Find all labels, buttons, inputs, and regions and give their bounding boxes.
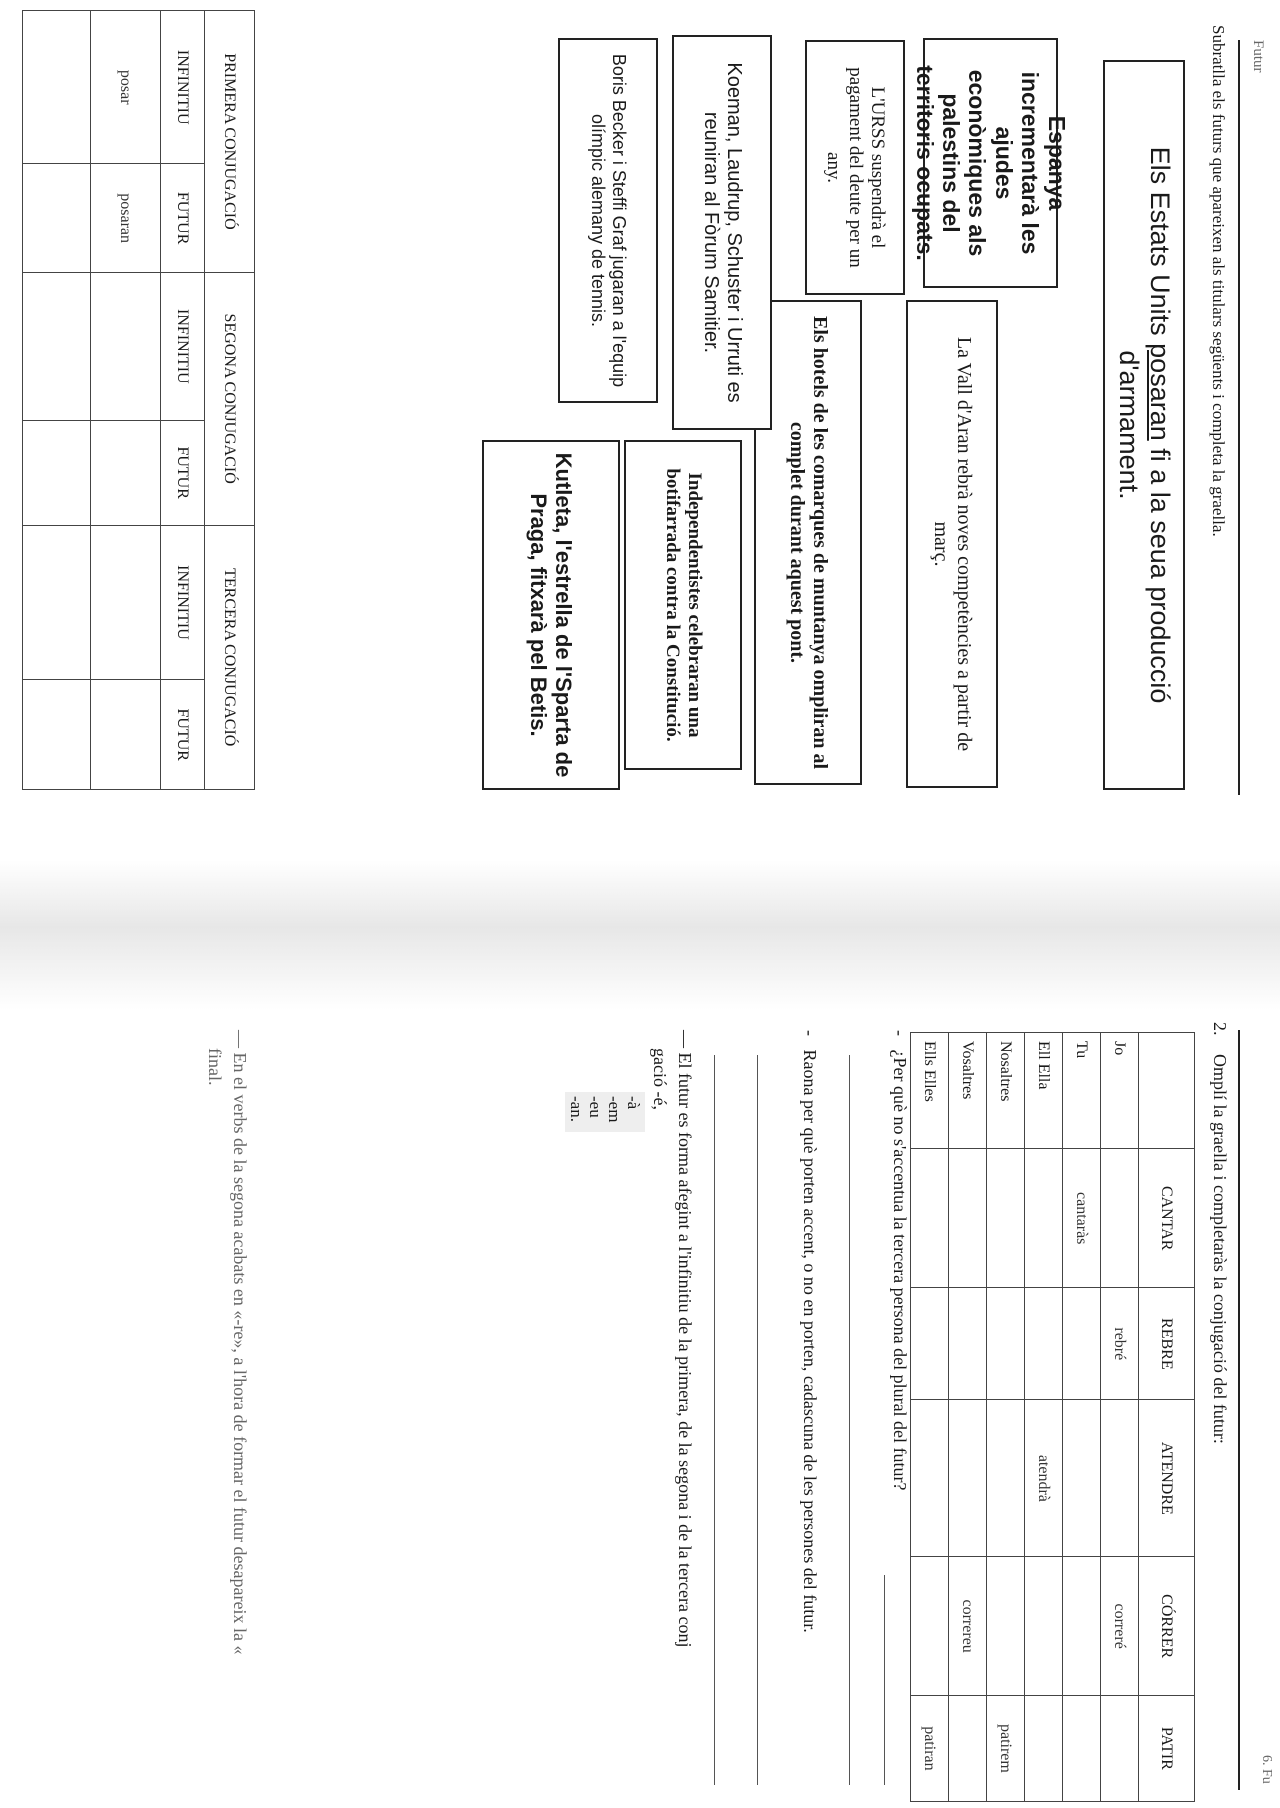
exercise-2-heading [1209, 1022, 1230, 1444]
table-cell [23, 420, 91, 525]
table-cell [987, 1288, 1025, 1400]
endings-list [565, 1092, 645, 1132]
table-cell: patirem [987, 1695, 1025, 1801]
rule-2-continued: final. [205, 1048, 225, 1086]
headline-9 [558, 38, 658, 403]
rule-1 [674, 1030, 695, 1648]
subheader-futur-3: FUTUR [161, 680, 205, 790]
conjugation-group-2: SEGONA CONJUGACIÓ [205, 272, 255, 525]
ending-item: -eu [586, 1096, 605, 1118]
answer-line [849, 1055, 850, 1785]
conjugation-group-3: TERCERA CONJUGACIÓ [205, 525, 255, 790]
table-cell [1063, 1557, 1101, 1695]
table-cell [911, 1400, 949, 1557]
table-cell [1063, 1400, 1101, 1557]
headline-1-before: Els Estats Units [1145, 146, 1176, 344]
table-cell [911, 1288, 949, 1400]
headline-4-text: L'URSS suspendrà el pagament del deute per un any. [823, 67, 888, 268]
table-cell: correreu [949, 1557, 987, 1695]
subheader-futur-1: FUTUR [161, 164, 205, 272]
subheader-infinitiu-1: INFINITIU [161, 11, 205, 164]
table-cell [949, 1149, 987, 1288]
table-cell [1063, 1695, 1101, 1801]
table-cell [91, 680, 161, 790]
right-page-rule [1238, 1030, 1240, 1790]
headline-7-text: Koeman, Laudrup, Schuster i Urruti es reuniran al Fòrum Samitier. [700, 62, 745, 403]
answer-line [757, 1055, 758, 1785]
table-cell: correré [1101, 1557, 1139, 1695]
conjugation-table [22, 10, 255, 790]
question-1-dash: - [890, 1030, 910, 1050]
headline-3 [906, 300, 998, 788]
headline-8 [482, 440, 620, 790]
rule-2-dash: — [230, 1030, 250, 1053]
question-1 [889, 1030, 910, 1491]
table-cell [23, 11, 91, 164]
table-cell: patiran [911, 1695, 949, 1801]
table-cell [1101, 1400, 1139, 1557]
table-cell: posaran [91, 164, 161, 272]
headline-6 [624, 440, 742, 770]
question-2 [799, 1030, 820, 1633]
headline-1-future-verb: posaran [1145, 343, 1176, 441]
table-cell [1101, 1149, 1139, 1288]
verb-column-header: CANTAR [1139, 1149, 1195, 1288]
ending-item: -à [624, 1096, 643, 1110]
answer-line [714, 1055, 715, 1785]
subheader-infinitiu-2: INFINITIU [161, 272, 205, 420]
headline-5-text: Els hotels de les comarques de muntanya ompliran al complet durant aquest pont. [786, 316, 831, 769]
headline-2 [911, 38, 1070, 288]
left-page-rule [1238, 40, 1240, 795]
headline-3-text: La Vall d'Aran rebrà noves competències a partir de març. [930, 336, 975, 752]
table-cell [911, 1149, 949, 1288]
headline-1 [1103, 60, 1185, 790]
verb-column-header: REBRE [1139, 1288, 1195, 1400]
table-cell [1025, 1149, 1063, 1288]
subheader-futur-2: FUTUR [161, 420, 205, 525]
table-cell [1101, 1695, 1139, 1801]
person-label: Ell Ella [1025, 1033, 1063, 1149]
person-label: Nosaltres [987, 1033, 1025, 1149]
headline-2-text: Espanya incrementarà les ajudes econòmiques als palestins del territoris ocupats. [911, 65, 1070, 261]
right-page-header-fragment: 6. Fu [1259, 1755, 1274, 1784]
verb-column-header: PATIR [1139, 1695, 1195, 1801]
headline-9-text: Boris Becker i Steffi Graf jugaran a l'equip olímpic alemany de tennis. [588, 53, 629, 388]
table-cell: cantaràs [1063, 1149, 1101, 1288]
table-cell [911, 1557, 949, 1695]
table-cell [1025, 1695, 1063, 1801]
table-cell [949, 1288, 987, 1400]
table-cell [987, 1400, 1025, 1557]
table-cell [1063, 1288, 1101, 1400]
table-cell: posar [91, 11, 161, 164]
headline-4 [805, 40, 905, 295]
headline-8-text: Kutleta, l'estrella de l'Sparta de Praga, fitxarà pel Betis. [526, 452, 577, 778]
verb-table-corner [1139, 1033, 1195, 1149]
answer-line [884, 1575, 885, 1785]
table-cell [949, 1695, 987, 1801]
table-cell [987, 1149, 1025, 1288]
table-cell [1025, 1288, 1063, 1400]
rule-1-text: El futur es forma afegint a l'infinitiu de la primera, de la segona i de la tercera conj [675, 1052, 695, 1648]
headline-7 [672, 35, 772, 430]
table-cell [949, 1400, 987, 1557]
book-fold-shadow [0, 860, 1280, 1010]
table-cell [23, 680, 91, 790]
verb-conjugation-table [910, 1032, 1195, 1802]
subheader-infinitiu-3: INFINITIU [161, 525, 205, 680]
table-cell: atendrà [1025, 1400, 1063, 1557]
exercise-2-number: 2. [1210, 1022, 1230, 1036]
question-2-text: Raona per què porten accent, o no en porten, cadascuna de les persones del futur. [800, 1049, 820, 1633]
table-cell [23, 272, 91, 420]
person-label: Vosaltres [949, 1033, 987, 1149]
headline-1-after: fi a la seua producció d'armament. [1114, 350, 1176, 704]
question-1-text: ¿Per què no s'accentua la tercera persona del plural del futur? [890, 1049, 910, 1491]
table-cell [1025, 1557, 1063, 1695]
conjugation-group-1: PRIMERA CONJUGACIÓ [205, 11, 255, 273]
person-label: Tu [1063, 1033, 1101, 1149]
exercise-1-instruction: Subratlla els futurs que apareixen als titulars següents i completa la graella. [1209, 25, 1228, 537]
headline-6-text: Independentistes celebraran una botifarrada contra la Constitució. [662, 468, 705, 742]
verb-column-header: CÓRRER [1139, 1557, 1195, 1695]
table-cell [91, 420, 161, 525]
rule-1-continued: gació -é, [650, 1048, 670, 1110]
ending-item: -an. [567, 1096, 586, 1122]
exercise-2-text: Omplí la graella i completaràs la conjugació del futur: [1210, 1054, 1230, 1444]
rule-2-text: En el verbs de la segona acabats en «-re», a l'hora de formar el futur desapareix la « [230, 1052, 250, 1655]
table-cell [91, 525, 161, 680]
person-label: Ells Elles [911, 1033, 949, 1149]
table-cell: rebré [1101, 1288, 1139, 1400]
verb-column-header: ATENDRE [1139, 1400, 1195, 1557]
left-page-header: Futur [1250, 40, 1266, 73]
table-cell [987, 1557, 1025, 1695]
table-cell [91, 272, 161, 420]
table-cell [23, 525, 91, 680]
rule-1-dash: — [675, 1030, 695, 1053]
rule-2 [229, 1030, 250, 1654]
question-2-dash: - [800, 1030, 820, 1050]
person-label: Jo [1101, 1033, 1139, 1149]
ending-item: -em [605, 1096, 624, 1123]
table-cell [23, 164, 91, 272]
